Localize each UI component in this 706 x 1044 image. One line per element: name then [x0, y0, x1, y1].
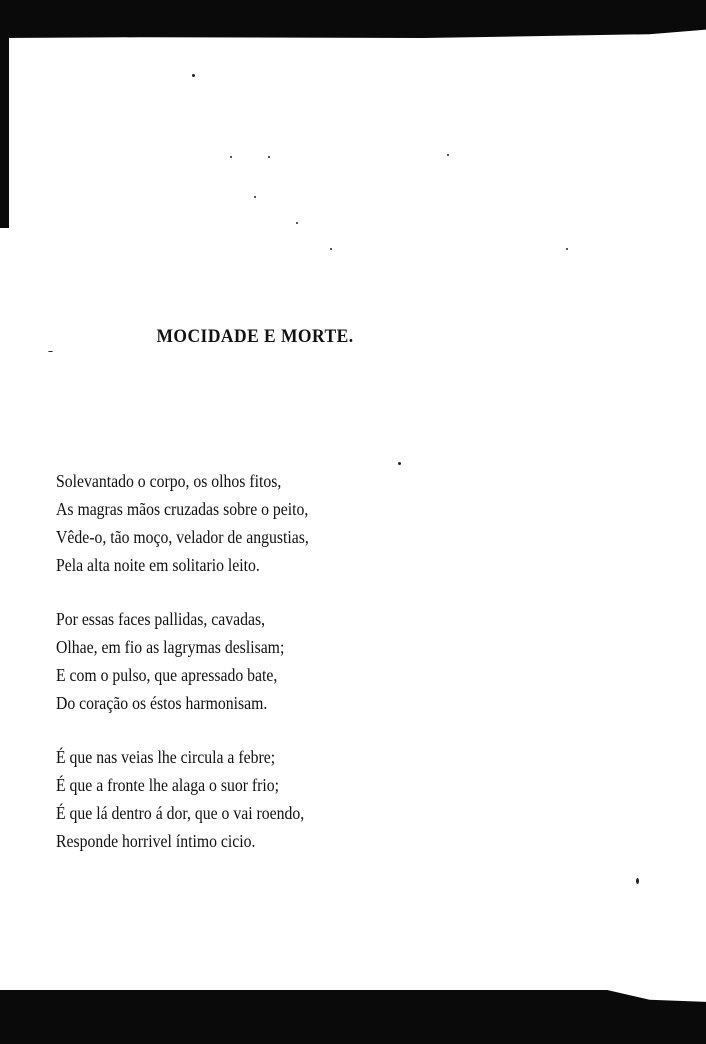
- verse-line: Pela alta noite em solitario leito.: [56, 555, 260, 575]
- stanza-1: [56, 467, 476, 579]
- verse-line: Por essas faces pallidas, cavadas,: [56, 609, 266, 629]
- verse-line: É que lá dentro á dor, que o vai roendo,: [56, 803, 305, 823]
- verse-line: Do coração os éstos harmonisam.: [56, 693, 268, 713]
- scan-border-left: [0, 36, 9, 228]
- scan-speck: [48, 351, 53, 352]
- verse-line: Responde horrivel íntimo cicio.: [56, 831, 256, 851]
- verse-line: É que nas veias lhe circula a febre;: [56, 747, 276, 767]
- poem-title: MOCIDADE E MORTE.: [156, 325, 354, 347]
- stanza-2: [56, 605, 476, 717]
- scan-speck: [330, 248, 332, 250]
- stanza-3: [56, 743, 476, 855]
- scan-border-bottom: [0, 990, 706, 1044]
- scan-speck: [230, 156, 232, 158]
- scan-speck: [254, 196, 256, 198]
- scan-speck: [296, 222, 298, 224]
- verse-line: E com o pulso, que apressado bate,: [56, 665, 278, 685]
- verse-line: Olhae, em fio as lagrymas deslisam;: [56, 637, 285, 657]
- verse-line: Vêde-o, tão moço, velador de angustias,: [56, 527, 309, 547]
- scan-border-top: [0, 0, 706, 38]
- verse-line: Solevantado o corpo, os olhos fitos,: [56, 471, 282, 491]
- scan-speck: [398, 462, 401, 465]
- scan-speck: [268, 156, 270, 158]
- scan-speck: [447, 154, 449, 156]
- verse-line: É que a fronte lhe alaga o suor frio;: [56, 775, 280, 795]
- poem-body: [56, 467, 476, 881]
- scan-speck: [566, 248, 568, 250]
- verse-line: As magras mãos cruzadas sobre o peito,: [56, 499, 309, 519]
- scan-speck: [636, 878, 639, 884]
- scan-speck: [192, 74, 195, 77]
